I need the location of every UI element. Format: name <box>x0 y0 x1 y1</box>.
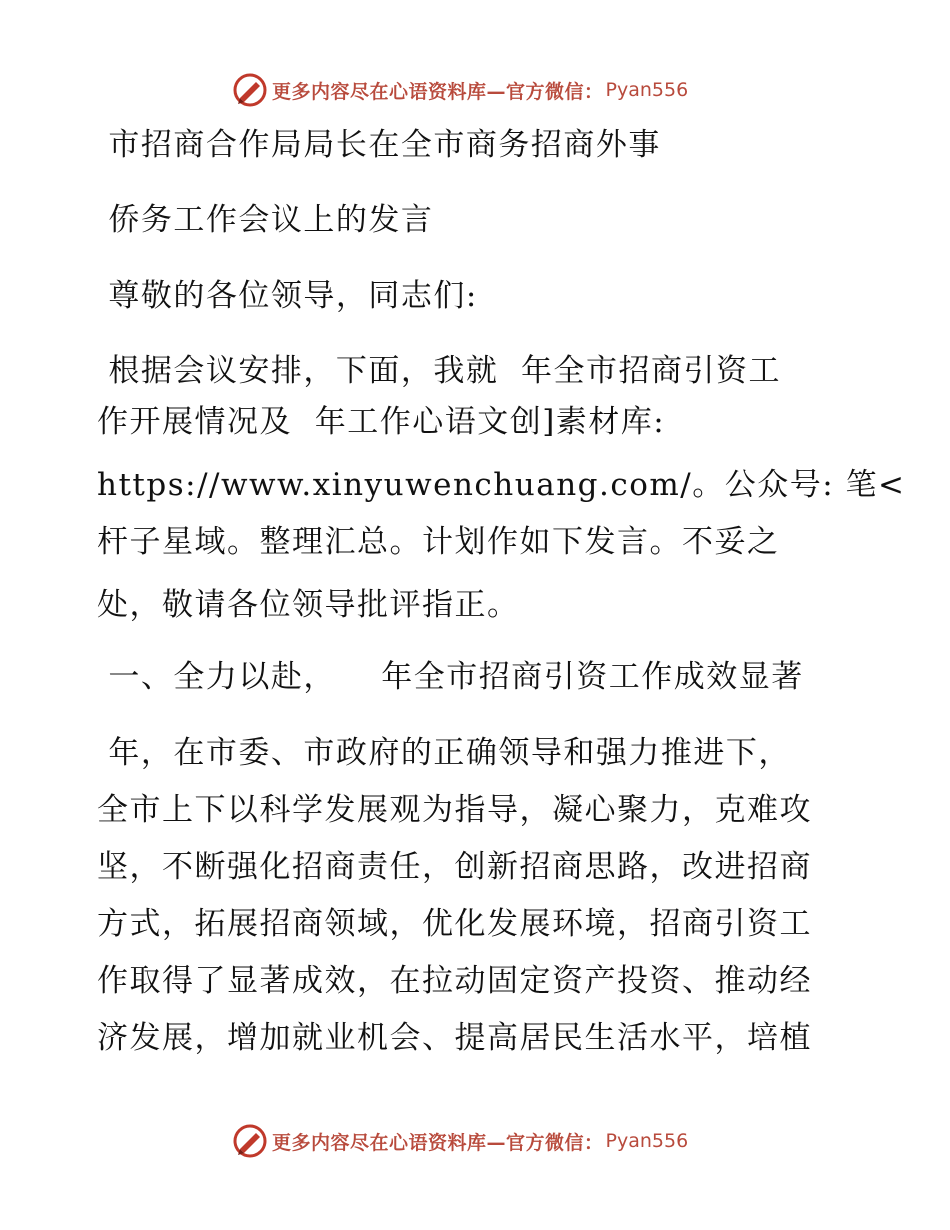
doc-title-line-2: 侨务工作会议上的发言 <box>97 202 434 238</box>
watermark-banner-bottom <box>232 1121 688 1161</box>
doc-paragraph-line: https://www.xinyuwenchuang.com/。公众号: 笔< <box>97 467 906 503</box>
doc-paragraph-line: 年，在市委、市政府的正确领导和强力推进下， <box>97 735 791 771</box>
watermark-text: 更多内容尽在心语资料库—官方微信： <box>272 80 604 103</box>
watermark-wechat-id: Pyan556 <box>605 1130 689 1152</box>
doc-paragraph-line: 处，敬请各位领导批评指正。 <box>97 587 520 623</box>
doc-paragraph-line: 坚，不断强化招商责任，创新招商思路，改进招商 <box>97 849 812 885</box>
doc-title-line-1: 市招商合作局局长在全市商务招商外事 <box>97 127 661 163</box>
watermark-text: 更多内容尽在心语资料库—官方微信： <box>272 1131 604 1154</box>
doc-paragraph-line: 济发展，增加就业机会、提高居民生活水平，培植 <box>97 1020 812 1056</box>
watermark-banner-top <box>232 70 688 110</box>
watermark-wechat-id: Pyan556 <box>605 79 689 101</box>
doc-paragraph-line: 全市上下以科学发展观为指导，凝心聚力，克难攻 <box>97 792 812 828</box>
doc-section-heading: 一、全力以赴， 年全市招商引资工作成效显著 <box>97 659 804 695</box>
pen-logo-icon <box>232 72 268 108</box>
doc-salutation: 尊敬的各位领导，同志们: <box>97 278 478 314</box>
doc-paragraph-line: 根据会议安排，下面，我就 年全市招商引资工 <box>97 353 782 389</box>
pen-logo-icon <box>232 1123 268 1159</box>
doc-paragraph-line: 作开展情况及 年工作心语文创]素材库: <box>97 404 666 440</box>
doc-paragraph-line: 作取得了显著成效，在拉动固定资产投资、推动经 <box>97 963 812 999</box>
doc-paragraph-line: 杆子星域。整理汇总。计划作如下发言。不妥之 <box>97 524 780 560</box>
doc-paragraph-line: 方式，拓展招商领域，优化发展环境，招商引资工 <box>97 906 812 942</box>
